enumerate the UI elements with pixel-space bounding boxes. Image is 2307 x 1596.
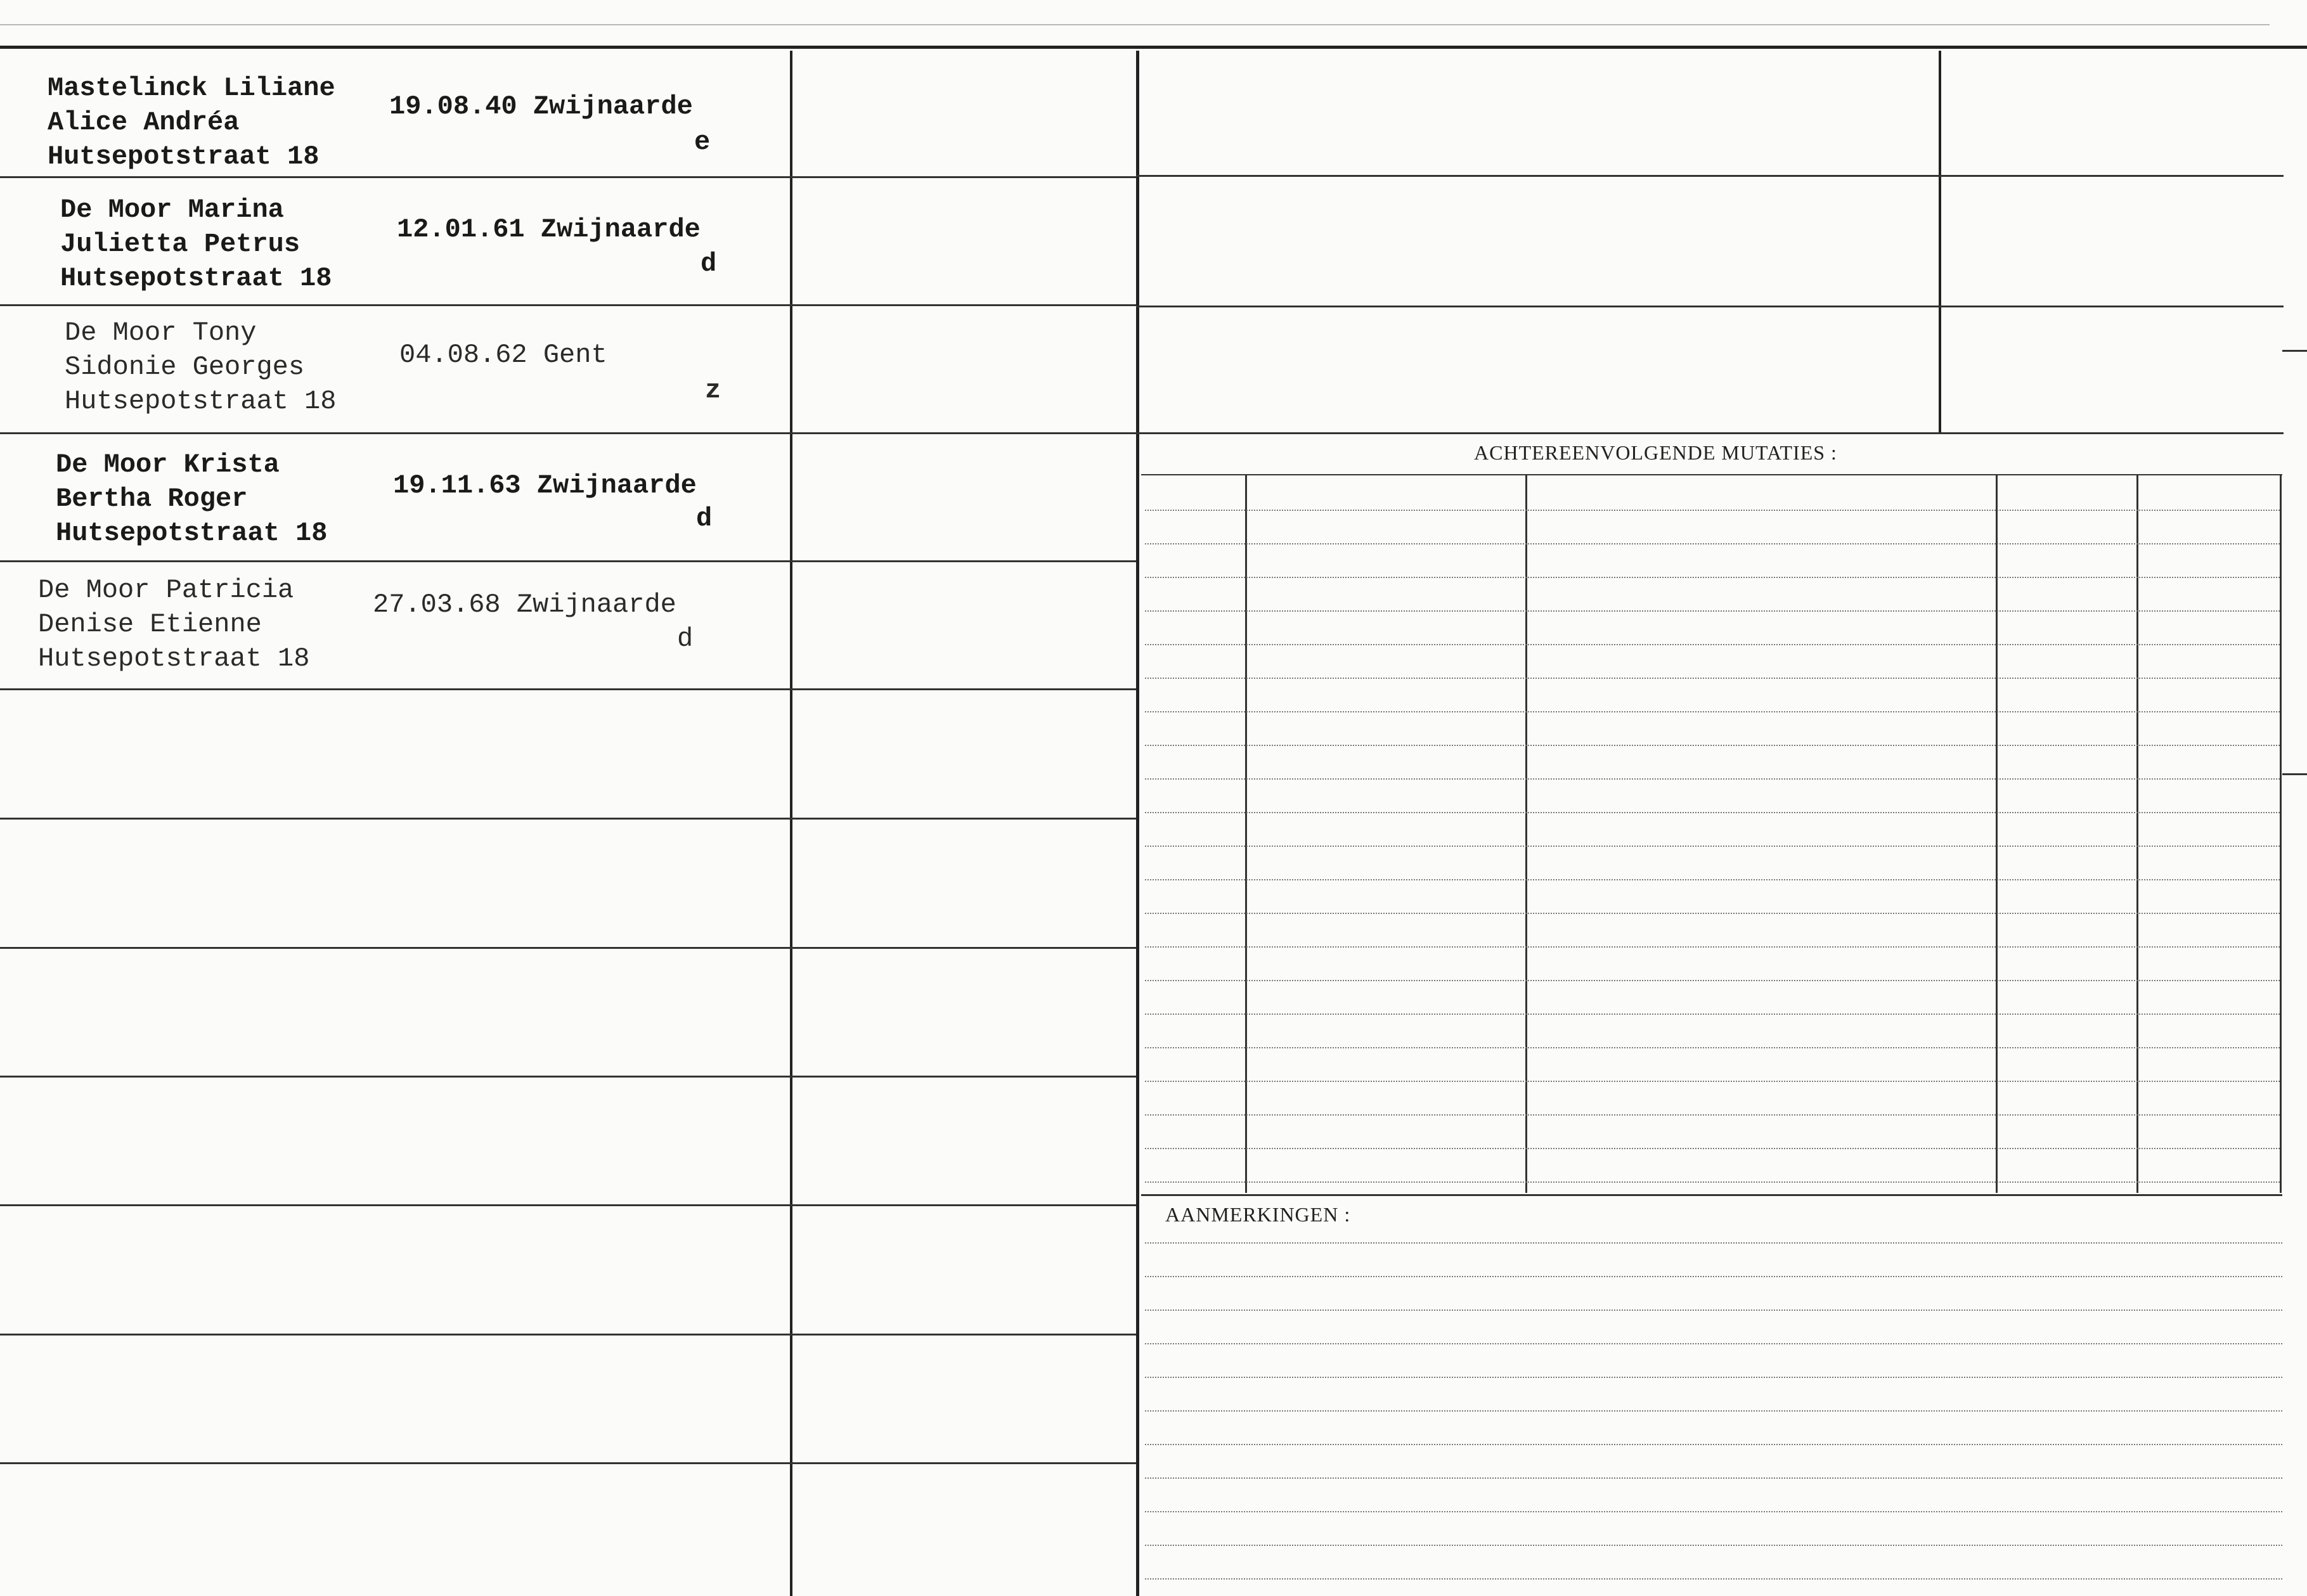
birth-info: 19.11.63 Zwijnaarde xyxy=(393,470,697,501)
right-box-line xyxy=(1136,432,2284,434)
mutation-ruled-line xyxy=(1145,610,2280,612)
mutation-ruled-line xyxy=(1145,1014,2280,1015)
mutation-ruled-line xyxy=(1145,946,2280,948)
remarks-ruled-line xyxy=(1145,1276,2282,1277)
remarks-ruled-line xyxy=(1145,1410,2282,1412)
remarks-ruled-line xyxy=(1145,1511,2282,1512)
birth-info: 04.08.62 Gent xyxy=(399,340,607,370)
mutation-ruled-line xyxy=(1145,879,2280,880)
person-info xyxy=(65,316,336,418)
person-info xyxy=(60,193,332,295)
person-name: De Moor Marina xyxy=(60,195,284,225)
relation-code: d xyxy=(677,624,694,654)
mutation-column-line xyxy=(2136,475,2138,1193)
relation-code: e xyxy=(694,127,711,157)
remarks-ruled-line xyxy=(1145,1578,2282,1580)
person-name: De Moor Krista xyxy=(56,449,280,480)
column-divider-2 xyxy=(1136,51,1139,1596)
person-given-names: Denise Etienne xyxy=(38,609,262,640)
record-row-4 xyxy=(0,437,792,564)
mutation-ruled-line xyxy=(1145,510,2280,511)
mutation-column-line xyxy=(1525,475,1527,1193)
row-line xyxy=(0,1462,1136,1464)
person-name: Mastelinck Liliane xyxy=(48,73,335,103)
person-info xyxy=(48,71,335,174)
birth-info: 19.08.40 Zwijnaarde xyxy=(389,91,693,122)
person-address: Hutsepotstraat 18 xyxy=(56,518,328,548)
mutation-ruled-line xyxy=(1145,1148,2280,1149)
right-box-line xyxy=(1136,306,2284,307)
right-box-line xyxy=(1136,175,2284,177)
remarks-ruled-line xyxy=(1145,1310,2282,1311)
column-divider-3 xyxy=(1939,51,1941,434)
right-edge-mark xyxy=(2282,773,2307,775)
remarks-ruled-line xyxy=(1145,1477,2282,1479)
row-line xyxy=(0,947,1136,949)
mutation-column-line xyxy=(1996,475,1998,1193)
record-row-5 xyxy=(0,563,792,690)
mutation-ruled-line xyxy=(1145,980,2280,981)
person-info xyxy=(38,573,309,676)
mutation-ruled-line xyxy=(1145,644,2280,645)
mutations-bottom-line xyxy=(1141,1194,2282,1196)
person-given-names: Julietta Petrus xyxy=(60,229,300,259)
mutation-ruled-line xyxy=(1145,1081,2280,1082)
remarks-ruled-line xyxy=(1145,1444,2282,1445)
row-line xyxy=(0,1334,1136,1335)
record-row-3 xyxy=(0,306,792,432)
person-address: Hutsepotstraat 18 xyxy=(65,386,337,416)
person-given-names: Bertha Roger xyxy=(56,484,248,514)
person-given-names: Alice Andréa xyxy=(48,107,240,138)
birth-info: 27.03.68 Zwijnaarde xyxy=(373,589,676,620)
row-line xyxy=(0,1204,1136,1206)
remarks-title: AANMERKINGEN : xyxy=(1165,1203,1351,1226)
top-border xyxy=(0,46,2307,49)
birth-info: 12.01.61 Zwijnaarde xyxy=(397,214,701,245)
record-row-2 xyxy=(0,183,792,309)
record-row-1 xyxy=(0,61,792,188)
remarks-ruled-line xyxy=(1145,1545,2282,1546)
remarks-ruled-line xyxy=(1145,1377,2282,1378)
mutation-column-line xyxy=(2280,475,2282,1193)
person-name: De Moor Patricia xyxy=(38,575,294,605)
person-address: Hutsepotstraat 18 xyxy=(38,643,310,674)
relation-code: z xyxy=(705,375,721,406)
scan-noise xyxy=(0,24,2270,25)
row-line xyxy=(0,432,1136,434)
right-edge-mark xyxy=(2282,350,2307,352)
row-line xyxy=(0,1076,1136,1078)
mutation-ruled-line xyxy=(1145,1114,2280,1116)
mutation-column-line xyxy=(1245,475,1247,1193)
person-address: Hutsepotstraat 18 xyxy=(48,141,320,172)
mutation-ruled-line xyxy=(1145,778,2280,780)
mutation-ruled-line xyxy=(1145,913,2280,914)
mutations-header-line xyxy=(1141,474,2282,475)
mutation-ruled-line xyxy=(1145,1181,2280,1183)
person-info xyxy=(56,447,327,550)
relation-code: d xyxy=(701,248,717,279)
person-address: Hutsepotstraat 18 xyxy=(60,263,332,293)
remarks-ruled-line xyxy=(1145,1343,2282,1344)
mutations-title: ACHTEREENVOLGENDE MUTATIES : xyxy=(1474,441,1837,464)
mutation-ruled-line xyxy=(1145,577,2280,578)
mutation-ruled-line xyxy=(1145,745,2280,746)
relation-code: d xyxy=(696,503,713,534)
mutation-ruled-line xyxy=(1145,711,2280,712)
mutation-ruled-line xyxy=(1145,543,2280,544)
mutation-ruled-line xyxy=(1145,1047,2280,1048)
mutation-ruled-line xyxy=(1145,846,2280,847)
person-given-names: Sidonie Georges xyxy=(65,352,305,382)
row-line xyxy=(0,818,1136,820)
remarks-ruled-line xyxy=(1145,1242,2282,1244)
person-name: De Moor Tony xyxy=(65,318,257,348)
mutation-ruled-line xyxy=(1145,678,2280,679)
mutation-ruled-line xyxy=(1145,812,2280,813)
